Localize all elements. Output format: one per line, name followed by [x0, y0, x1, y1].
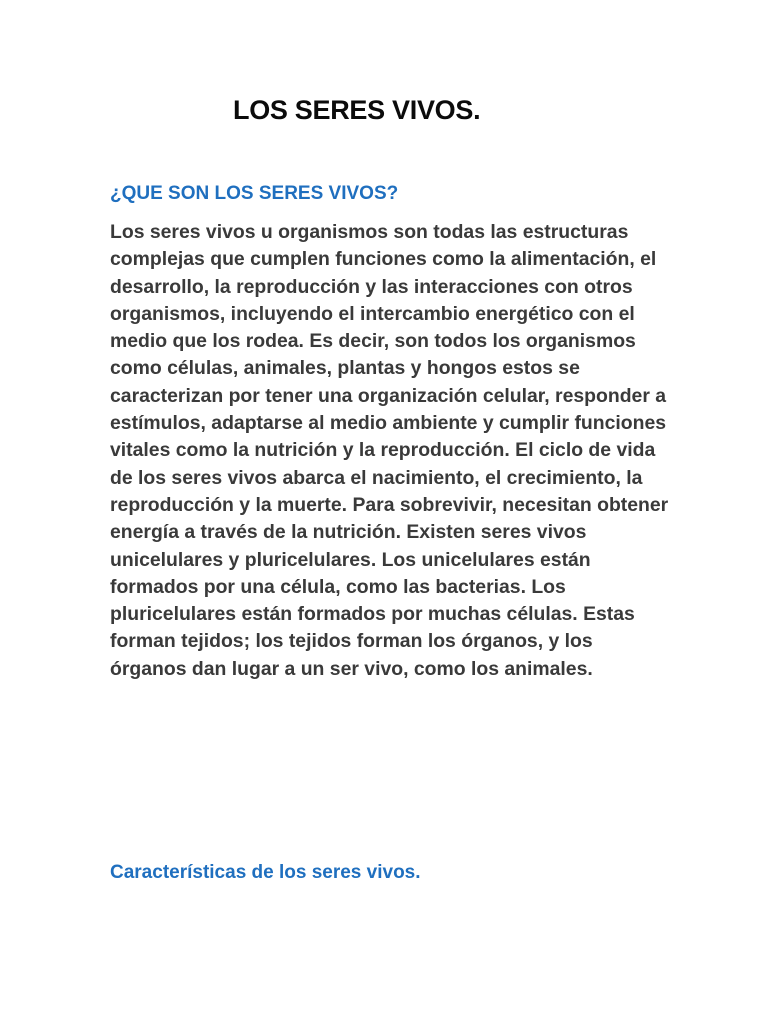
- page-title: LOS SERES VIVOS.: [233, 95, 481, 125]
- section-heading-que-son: ¿QUE SON LOS SERES VIVOS?: [110, 183, 399, 204]
- section-heading-caracteristicas: Características de los seres vivos.: [110, 862, 421, 883]
- body-paragraph: Los seres vivos u organismos son todas las estructuras complejas que cumplen funciones como la alimentación, el desarrollo, la reproducción y las interacciones con otros organismos, incluyendo el intercambio energético con el medio que los rodea. Es decir, son todos los organismos como células, animales, plantas y hongos estos se caracterizan por tener una organización celular, responder a estímulos, adaptarse al medio ambiente y cumplir funciones vitales como la nutrición y la reproducción. El ciclo de vida de los seres vivos abarca el nacimiento, el crecimiento, la reproducción y la muerte. Para sobrevivir, necesitan obtener energía a través de la nutrición. Existen seres vivos unicelulares y pluricelulares. Los unicelulares están formados por una célula, como las bacterias. Los pluricelulares están formados por muchas células. Estas forman tejidos; los tejidos forman los órganos, y los órganos dan lugar a un ser vivo, como los animales.: [110, 221, 669, 680]
